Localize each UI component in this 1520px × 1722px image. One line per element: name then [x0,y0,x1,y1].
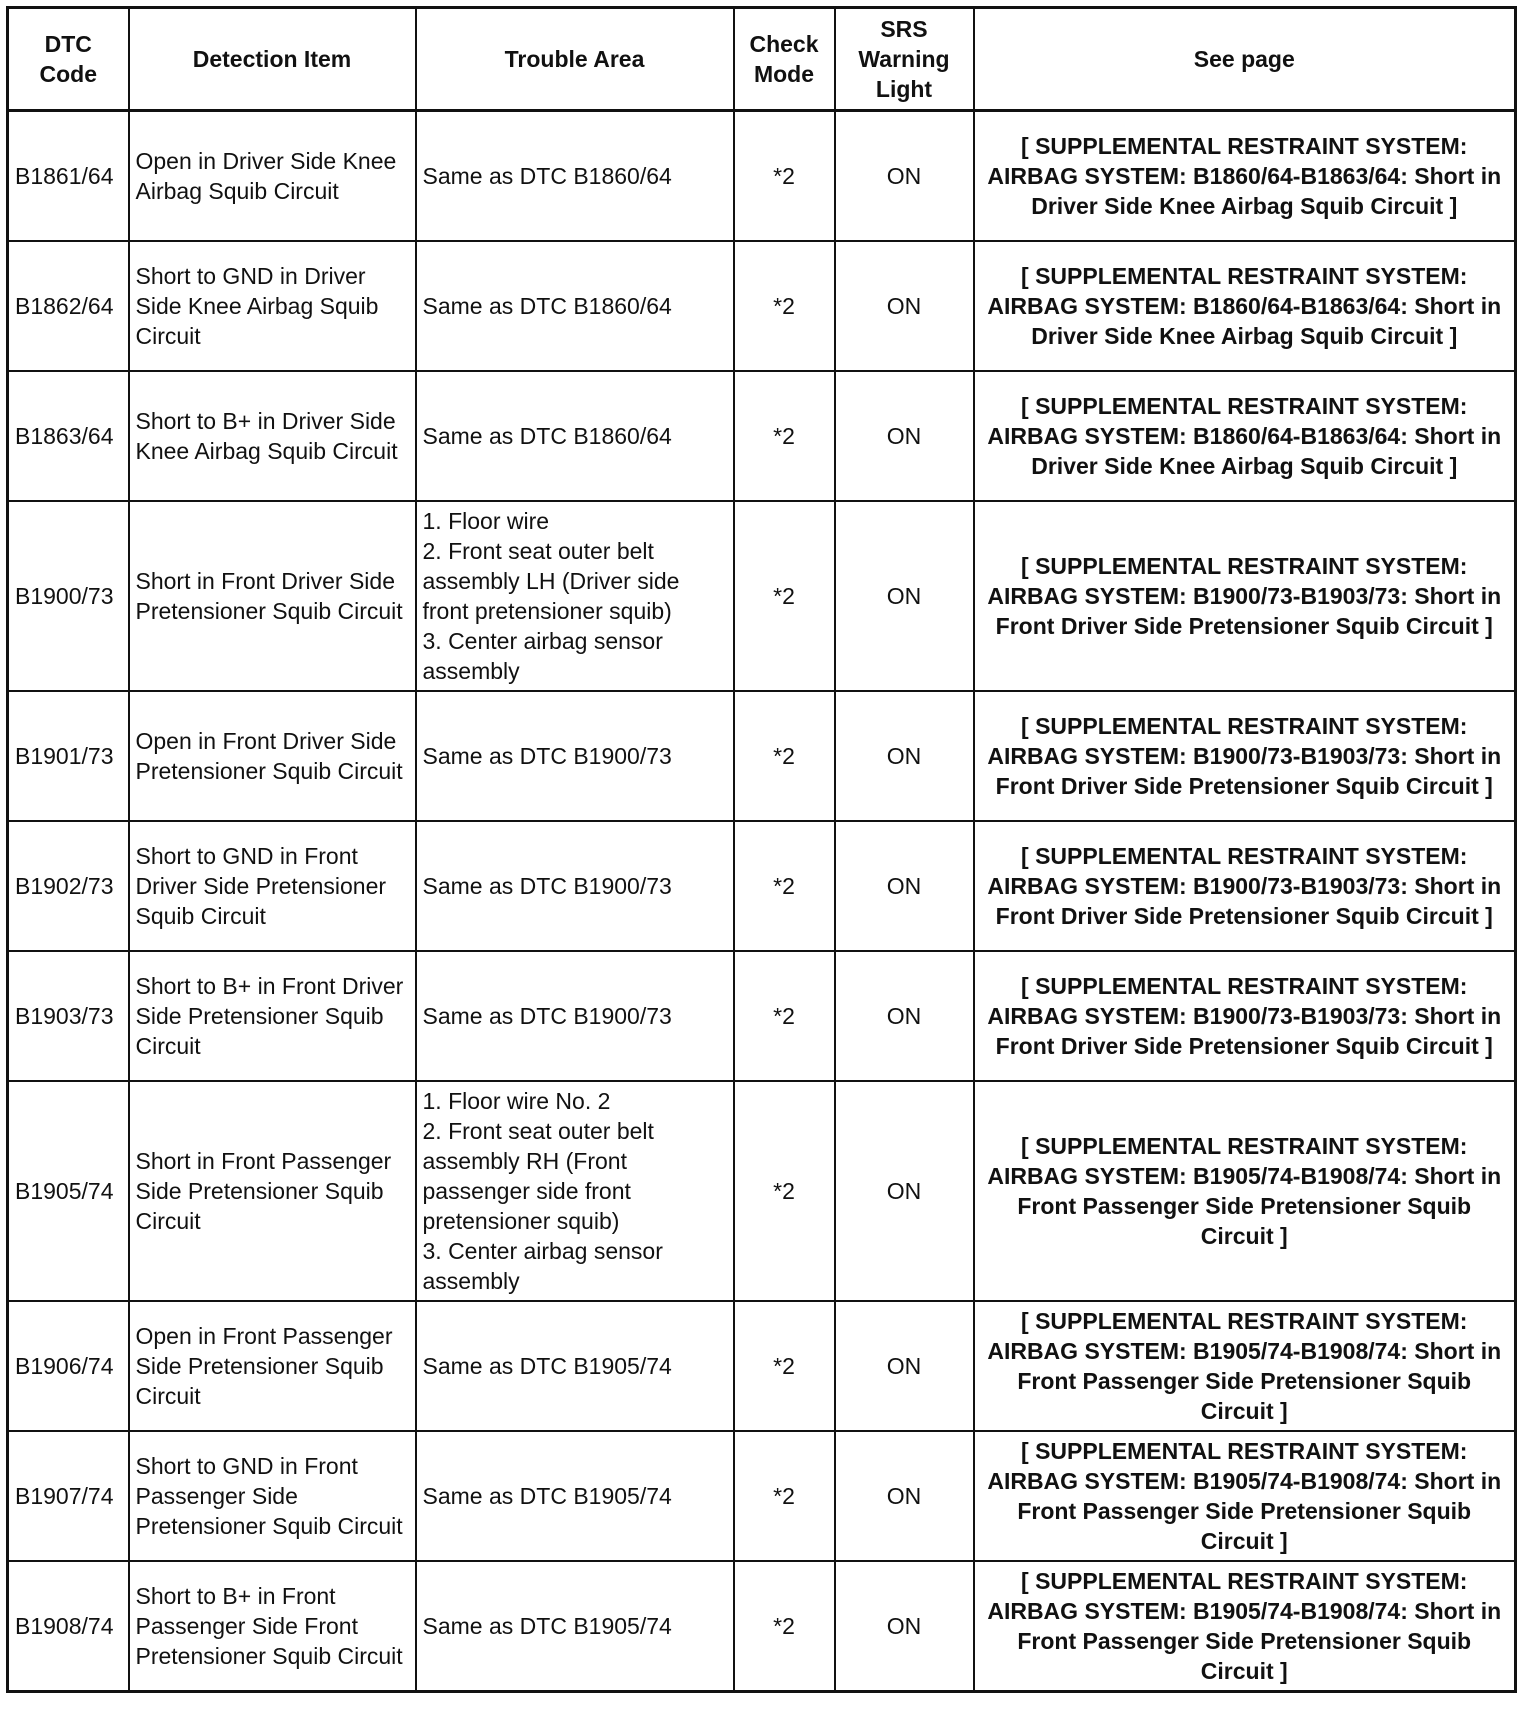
see-page-reference: [ SUPPLEMENTAL RESTRAINT SYSTEM: AIRBAG SYSTEM: B1900/73-B1903/73: Short in Front Driver Side Pretensioner Squib Circuit ] [974,951,1516,1081]
table-body [8,111,1516,1692]
table-row [8,241,1516,371]
see-page-reference: [ SUPPLEMENTAL RESTRAINT SYSTEM: AIRBAG SYSTEM: B1900/73-B1903/73: Short in Front Driver Side Pretensioner Squib Circuit ] [974,821,1516,951]
table-row [8,501,1516,691]
trouble-area-cell [416,1431,734,1561]
dtc-code-cell: B1900/73 [8,501,129,691]
trouble-area-line: 2. Front seat outer belt assembly LH (Driver side front pretensioner squib) [422,538,680,624]
srs-warning-light-cell: ON [835,821,974,951]
header-srs-warning-light: SRS Warning Light [835,8,974,111]
srs-warning-light-cell: ON [835,1301,974,1431]
dtc-code-cell: B1861/64 [8,111,129,242]
check-mode-cell: *2 [734,501,835,691]
header-dtc-code: DTC Code [8,8,129,111]
see-page-reference: [ SUPPLEMENTAL RESTRAINT SYSTEM: AIRBAG SYSTEM: B1905/74-B1908/74: Short in Front Passenger Side Pretensioner Squib Circuit ] [974,1301,1516,1431]
table-header [8,8,1516,111]
trouble-area-cell [416,1081,734,1301]
trouble-area-cell [416,821,734,951]
dtc-code-cell: B1903/73 [8,951,129,1081]
dtc-code-cell: B1902/73 [8,821,129,951]
header-trouble-area: Trouble Area [416,8,734,111]
trouble-area-cell [416,111,734,242]
dtc-code-cell: B1905/74 [8,1081,129,1301]
trouble-area-cell [416,371,734,501]
srs-warning-light-cell: ON [835,1561,974,1692]
see-page-reference: [ SUPPLEMENTAL RESTRAINT SYSTEM: AIRBAG SYSTEM: B1860/64-B1863/64: Short in Driver Side Knee Airbag Squib Circuit ] [974,371,1516,501]
check-mode-cell: *2 [734,691,835,821]
see-page-reference: [ SUPPLEMENTAL RESTRAINT SYSTEM: AIRBAG SYSTEM: B1905/74-B1908/74: Short in Front Passenger Side Pretensioner Squib Circuit ] [974,1081,1516,1301]
trouble-area-cell [416,691,734,821]
table-row [8,111,1516,242]
trouble-area-line: Same as DTC B1900/73 [422,743,672,769]
detection-item-cell: Short to GND in Front Driver Side Pretensioner Squib Circuit [129,821,416,951]
detection-item-cell: Short to GND in Front Passenger Side Pretensioner Squib Circuit [129,1431,416,1561]
dtc-code-cell: B1901/73 [8,691,129,821]
dtc-code-cell: B1907/74 [8,1431,129,1561]
see-page-reference: [ SUPPLEMENTAL RESTRAINT SYSTEM: AIRBAG SYSTEM: B1860/64-B1863/64: Short in Driver Side Knee Airbag Squib Circuit ] [974,111,1516,242]
detection-item-cell: Short in Front Passenger Side Pretensioner Squib Circuit [129,1081,416,1301]
table-row [8,821,1516,951]
see-page-reference: [ SUPPLEMENTAL RESTRAINT SYSTEM: AIRBAG SYSTEM: B1905/74-B1908/74: Short in Front Passenger Side Pretensioner Squib Circuit ] [974,1561,1516,1692]
header-check-mode: Check Mode [734,8,835,111]
trouble-area-cell [416,1301,734,1431]
header-see-page: See page [974,8,1516,111]
table-row [8,691,1516,821]
dtc-code-cell: B1908/74 [8,1561,129,1692]
detection-item-cell: Open in Front Driver Side Pretensioner Squib Circuit [129,691,416,821]
trouble-area-line: 3. Center airbag sensor assembly [422,1238,663,1294]
check-mode-cell: *2 [734,111,835,242]
trouble-area-line: Same as DTC B1860/64 [422,293,672,319]
srs-warning-light-cell: ON [835,951,974,1081]
detection-item-cell: Short to B+ in Driver Side Knee Airbag Squib Circuit [129,371,416,501]
dtc-table [6,6,1517,1693]
trouble-area-line: 2. Front seat outer belt assembly RH (Front passenger side front pretensioner squib) [422,1118,654,1234]
detection-item-cell: Short to B+ in Front Driver Side Pretensioner Squib Circuit [129,951,416,1081]
trouble-area-cell [416,241,734,371]
trouble-area-line: Same as DTC B1905/74 [422,1613,672,1639]
trouble-area-line: 3. Center airbag sensor assembly [422,628,663,684]
check-mode-cell: *2 [734,821,835,951]
table-row [8,371,1516,501]
check-mode-cell: *2 [734,1081,835,1301]
table-row [8,1431,1516,1561]
trouble-area-cell [416,1561,734,1692]
srs-warning-light-cell: ON [835,691,974,821]
trouble-area-line: Same as DTC B1900/73 [422,1003,672,1029]
detection-item-cell: Open in Front Passenger Side Pretensioner Squib Circuit [129,1301,416,1431]
srs-warning-light-cell: ON [835,241,974,371]
trouble-area-line: Same as DTC B1905/74 [422,1483,672,1509]
check-mode-cell: *2 [734,371,835,501]
dtc-code-cell: B1863/64 [8,371,129,501]
table-row [8,1081,1516,1301]
check-mode-cell: *2 [734,951,835,1081]
see-page-reference: [ SUPPLEMENTAL RESTRAINT SYSTEM: AIRBAG SYSTEM: B1900/73-B1903/73: Short in Front Driver Side Pretensioner Squib Circuit ] [974,501,1516,691]
srs-warning-light-cell: ON [835,371,974,501]
table-row [8,1301,1516,1431]
table-row [8,951,1516,1081]
srs-warning-light-cell: ON [835,111,974,242]
see-page-reference: [ SUPPLEMENTAL RESTRAINT SYSTEM: AIRBAG SYSTEM: B1900/73-B1903/73: Short in Front Driver Side Pretensioner Squib Circuit ] [974,691,1516,821]
header-detection-item: Detection Item [129,8,416,111]
dtc-code-cell: B1906/74 [8,1301,129,1431]
see-page-reference: [ SUPPLEMENTAL RESTRAINT SYSTEM: AIRBAG SYSTEM: B1905/74-B1908/74: Short in Front Passenger Side Pretensioner Squib Circuit ] [974,1431,1516,1561]
check-mode-cell: *2 [734,241,835,371]
trouble-area-line: Same as DTC B1860/64 [422,423,672,449]
trouble-area-cell [416,951,734,1081]
detection-item-cell: Short to GND in Driver Side Knee Airbag Squib Circuit [129,241,416,371]
trouble-area-line: Same as DTC B1905/74 [422,1353,672,1379]
trouble-area-line: Same as DTC B1860/64 [422,163,672,189]
detection-item-cell: Open in Driver Side Knee Airbag Squib Circuit [129,111,416,242]
srs-warning-light-cell: ON [835,1431,974,1561]
trouble-area-line: Same as DTC B1900/73 [422,873,672,899]
dtc-code-cell: B1862/64 [8,241,129,371]
srs-warning-light-cell: ON [835,1081,974,1301]
see-page-reference: [ SUPPLEMENTAL RESTRAINT SYSTEM: AIRBAG SYSTEM: B1860/64-B1863/64: Short in Driver Side Knee Airbag Squib Circuit ] [974,241,1516,371]
trouble-area-line: 1. Floor wire [422,508,550,534]
detection-item-cell: Short in Front Driver Side Pretensioner Squib Circuit [129,501,416,691]
check-mode-cell: *2 [734,1301,835,1431]
table-row [8,1561,1516,1692]
check-mode-cell: *2 [734,1561,835,1692]
header-row [8,8,1516,111]
detection-item-cell: Short to B+ in Front Passenger Side Front Pretensioner Squib Circuit [129,1561,416,1692]
trouble-area-cell [416,501,734,691]
check-mode-cell: *2 [734,1431,835,1561]
trouble-area-line: 1. Floor wire No. 2 [422,1088,611,1114]
srs-warning-light-cell: ON [835,501,974,691]
